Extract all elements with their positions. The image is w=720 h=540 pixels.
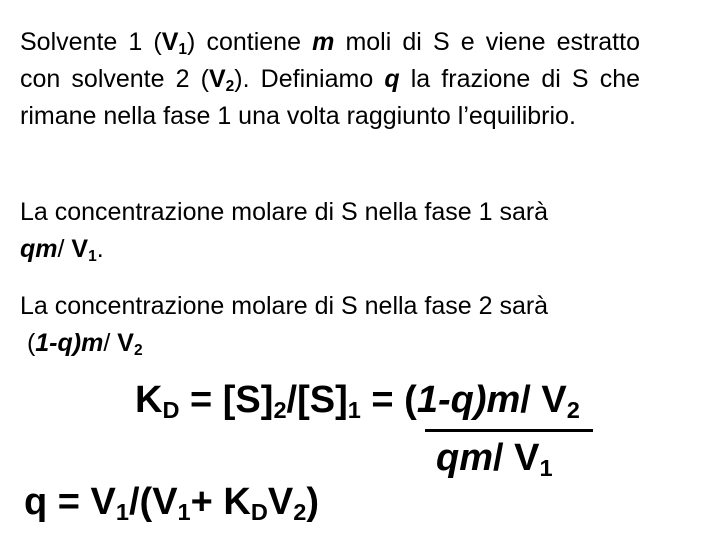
partition-coefficient-equation: $K_D = [S]_2/[S]_1 = (1-q)m/$ $V_2$ [135,379,580,423]
paragraph-definitions: Solvente 1 $(V_1)$ contiene m moli di S e viene estratto con solvente 2 $(V_2)$. Definiamo q la frazione di S che rimane nella fase 1 una volta raggiunto l’equilibrio. [20,28,640,130]
fraction-q-equation: $q = V_1/(V_1+ K_DV_2)$ [24,481,319,525]
equation-denominator: qm/ $V_1$ [436,437,553,481]
fraction-bar [425,429,593,432]
paragraph-phase2-concentration: La concentrazione molare di S nella fase 2 sarà (1-q)m/ $V_2$ [20,292,549,359]
paragraph-phase1-concentration: La concentrazione molare di S nella fase 1 sarà qm/ $V_1$. [20,198,549,265]
